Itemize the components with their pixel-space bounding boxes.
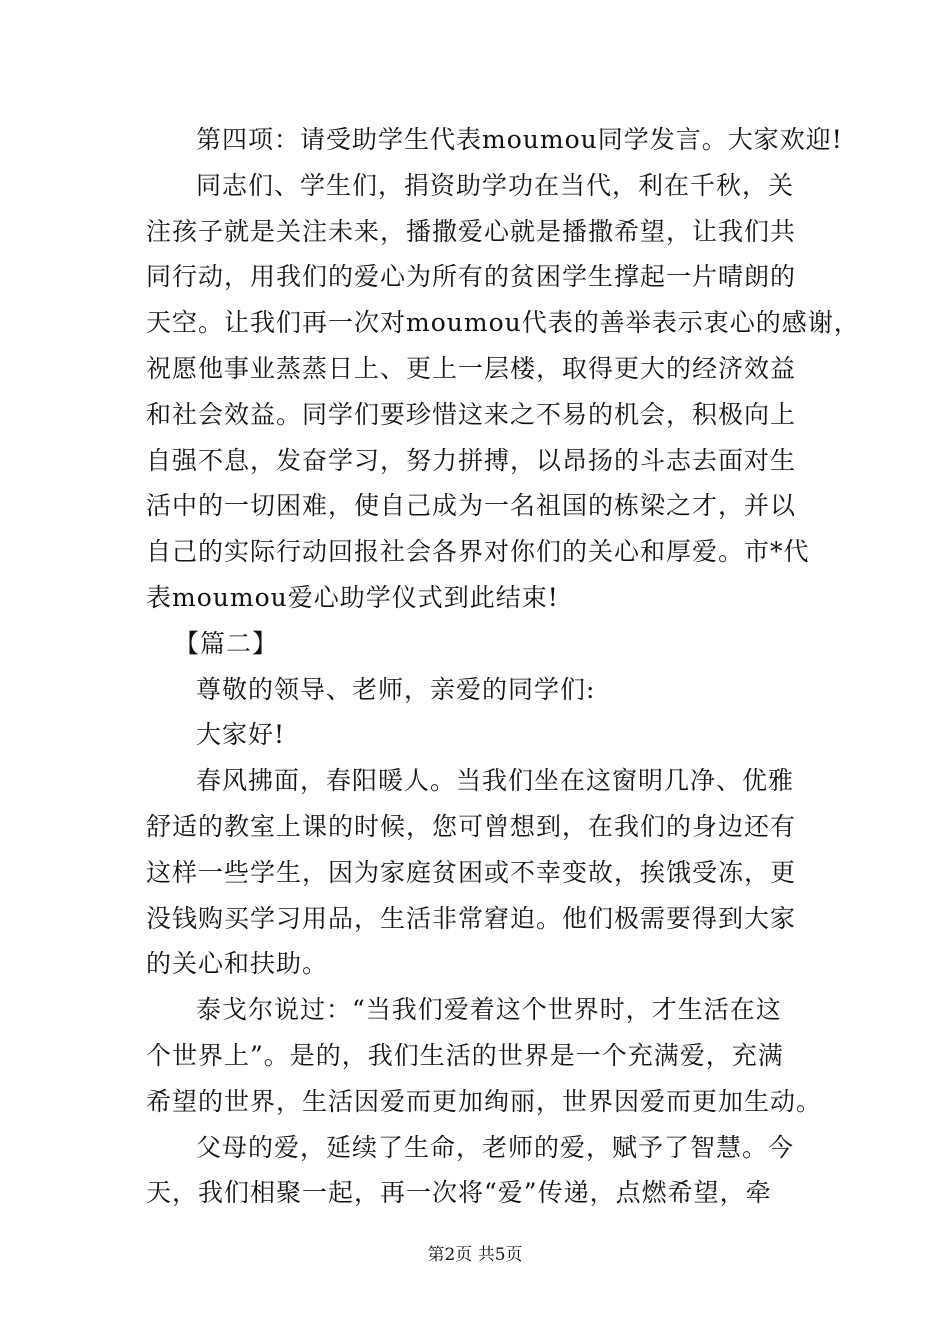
paragraph-line: 自己的实际行动回报社会各界对你们的关心和厚爱。市*代	[146, 537, 810, 567]
section-heading: 【篇二】	[174, 628, 279, 658]
paragraph-line: 自强不息，发奋学习，努力拼搏，以昂扬的斗志去面对生	[146, 445, 797, 475]
paragraph-line: 同志们、学生们，捐资助学功在当代，利在千秋，关	[196, 170, 795, 200]
paragraph-line: 同行动，用我们的爱心为所有的贫困学生撑起一片晴朗的	[146, 262, 797, 292]
paragraph-line: 祝愿他事业蒸蒸日上、更上一层楼，取得更大的经济效益	[146, 353, 797, 383]
paragraph-line: 希望的世界，生活因爱而更加绚丽，世界因爱而更加生动。	[146, 1086, 823, 1116]
paragraph-line: 的关心和扶助。	[146, 949, 329, 979]
paragraph-line: 活中的一切困难，使自己成为一名祖国的栋梁之才，并以	[146, 491, 797, 521]
paragraph-line: 春风拂面，春阳暖人。当我们坐在这窗明几净、优雅	[196, 766, 795, 796]
paragraph-line: 注孩子就是关注未来，播撒爱心就是播撒希望，让我们共	[146, 216, 797, 246]
paragraph-line: 天空。让我们再一次对moumou代表的善举表示衷心的感谢，	[146, 308, 860, 338]
salutation: 尊敬的领导、老师，亲爱的同学们:	[196, 674, 596, 704]
paragraph-line: 第四项：请受助学生代表moumou同学发言。大家欢迎!	[196, 125, 843, 154]
paragraph-line: 天，我们相聚一起，再一次将“爱”传递，点燃希望，牵	[146, 1178, 772, 1208]
page-number-footer: 第2页 共5页	[427, 1245, 523, 1265]
paragraph-line: 表moumou爱心助学仪式到此结束!	[146, 582, 559, 612]
paragraph-line: 舒适的教室上课的时候，您可曾想到，在我们的身边还有	[146, 811, 797, 841]
paragraph-line: 泰戈尔说过：“当我们爱着这个世界时，才生活在这	[196, 995, 782, 1025]
paragraph-line: 没钱购买学习用品，生活非常窘迫。他们极需要得到大家	[146, 903, 797, 933]
greeting: 大家好!	[196, 720, 286, 750]
paragraph-line: 父母的爱，延续了生命，老师的爱，赋予了智慧。今	[196, 1132, 795, 1162]
paragraph-line: 这样一些学生，因为家庭贫困或不幸变故，挨饿受冻，更	[146, 857, 797, 887]
paragraph-line: 个世界上”。是的，我们生活的世界是一个充满爱，充满	[146, 1040, 784, 1070]
paragraph-line: 和社会效益。同学们要珍惜这来之不易的机会，积极向上	[146, 399, 797, 429]
document-body	[146, 117, 860, 1216]
